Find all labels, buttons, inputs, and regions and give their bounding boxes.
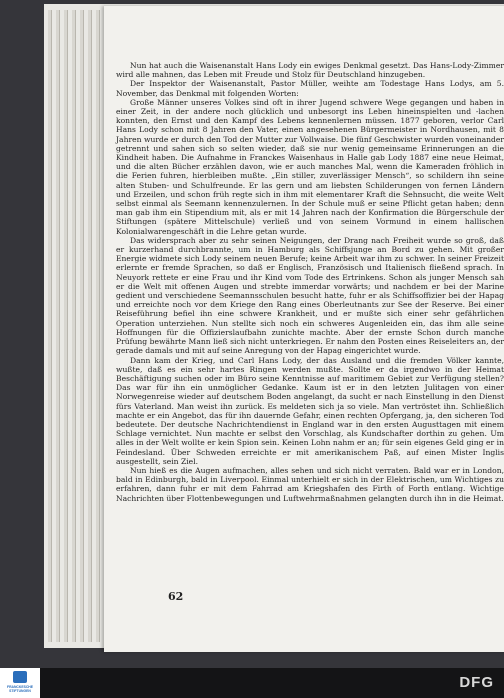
- paragraph: Große Männer unseres Volkes sind oft in ihrer Jugend schwere Wege gegangen und haben in einer Zeit, in der andere noch glücklich und unbesorgt ins Leben hineinspielten und -lachen konnten, den Ernst und den Kampf des Lebens kennenlernen müssen. 1877 geboren, verlor Carl Hans Lody schon mit 8 Jahren den Vater, einen angesehenen Bürgermeister in Nordhausen, mit 8 Jahren wurde er durch den Tod der Mutter zur Vollwaise. Die fünf Geschwister wurden voneinander getrennt und sahen sich so selten wieder, daß sie nur wenig gemeinsame Erinnerungen an die Kindheit haben. Die Aufnahme in Franckes Waisenhaus in Halle gab Lody 1887 eine neue Heimat, und die alten Bücher erzählen davon, wie er auch manches Mal, wenn die Kameraden fröhlich in die Ferien fuhren, hierbleiben mußte. „Ein stiller, zuverlässiger Mensch“, so schildern ihn seine alten Stuben- und Schulfreunde. Er las gern und am liebsten Schilderungen von fernen Ländern und Erzeilen, und schon früh regte sich in ihm mit elementarer Kraft die Sehnsucht, die weite Welt selbst einmal als Seemann kennenzulernen. In der Schule muß er seine Pflicht getan haben; denn man gab ihm ein Stipendium mit, als er mit 14 Jahren nach der Konfirmation die Bürgerschule der Stiftungen (spätere Mittelschule) verließ und von seinem Vormund in einem hallischen Kolonialwarengeschäft in die Lehre getan wurde.: [116, 97, 504, 236]
- paragraph: Nun hat auch die Waisenanstalt Hans Lody ein ewiges Denkmal gesetzt. Das Hans-Lody-Zimmer wird alle mahnen, das Leben mit Freude und Stolz für Deutschland hinzugeben.: [116, 61, 504, 80]
- paragraph: Das widersprach aber zu sehr seinen Neigungen, der Drang nach Freiheit wurde so groß, daß er kurzerhand durchbrannte, um in Hamburg als Schiffsjunge an Bord zu gehen. Mit großer Energie widmete sich Lody seinem neuen Berufe; keine Arbeit war ihm zu schwer. In seiner Freizeit erlernte er fremde Sprachen, so daß er Englisch, Französisch und Italienisch fließend sprach. In Neuyork rettete er eine Frau und ihr Kind vom Tode des Ertrinkens. Schon als junger Mensch sah er die Welt mit offenen Augen und strebte immerdar vorwärts; und nachdem er bei der Marine gedient und verschiedene Seemannsschulen besucht hatte, fuhr er als Schiffsoffizier bei der Hapag und erreichte noch vor dem Kriege den Rang eines Oberleutnants zur See der Reserve. Bei einer Reiseführung befiel ihn eine schwere Krankheit, und er mußte sich einer sehr gefährlichen Operation unterziehen. Nun stellte sich noch ein schweres Augenleiden ein, das ihm alle seine Hoffnungen für die Offizierslaufbahn zunichte machte. Aber der ernste Schon durch manche Prüfung bewährte Mann ließ sich nicht unterkriegen. Er nahm den Posten eines Reiseleiters an, der gerade damals und mit auf seine Anregung von der Hapag eingerichtet wurde.: [116, 235, 504, 356]
- page-edge: [72, 10, 76, 642]
- page-edge: [56, 10, 60, 642]
- page-edge: [88, 10, 92, 642]
- paragraph: Nun hieß es die Augen aufmachen, alles sehen und sich nicht verraten. Bald war er in London, bald in Edinburgh, bald in Liverpool. Einmal unterhielt er sich in der Elektrischen, um Wichtiges zu erfahren, dann fuhr er mit dem Fahrrad am Kriegshafen des Firth of Forth entlang. Wichtige Nachrichten über Flottenbewegungen und Luftwehrmaßnahmen gelangten durch ihn in die Heimat.: [116, 465, 504, 503]
- library-logo[interactable]: [0, 668, 40, 698]
- page-body-text: [116, 61, 504, 503]
- paragraph: Der Inspektor der Waisenanstalt, Pastor Müller, weihte am Todestage Hans Lodys, am 5. November, das Denkmal mit folgenden Worten:: [116, 79, 504, 98]
- book-page-stack: [44, 4, 504, 648]
- library-logo-icon: [13, 671, 27, 683]
- page-edge: [64, 10, 68, 642]
- page-number: 62: [168, 590, 184, 603]
- library-logo-text: FRANCKESCHE STIFTUNGEN: [7, 685, 33, 693]
- page-edge: [48, 10, 52, 642]
- page-edge: [96, 10, 100, 642]
- dfg-logo[interactable]: DFG: [459, 674, 494, 691]
- book-page: [104, 6, 504, 652]
- viewer-footer: [0, 668, 504, 698]
- page-edge: [80, 10, 84, 642]
- paragraph: Dann kam der Krieg, und Carl Hans Lody, der das Ausland und die fremden Völker kannte, wußte, daß es ein sehr hartes Ringen werden mußte. Sollte er da irgendwo in der Heimat Beschäftigung suchen oder im Büro seine Kenntnisse auf maritimem Gebiet zur Verfügung stellen? Das war für ihn ein unmöglicher Gedanke. Kaum ist er in den letzten Julitagen von einer Norwegenreise wieder auf deutschem Boden angelangt, da sucht er nach Einstellung in den Dienst fürs Vaterland. Man weist ihn zurück. Es meldeten sich ja so viele. Man vertröstet ihn. Schließlich machte er ein Angebot, das für ihn dauernde Gefahr, einen rechten Opfergang, ja, den sicheren Tod bedeutete. Der deutsche Nachrichtendienst in England war in den ersten Augusttagen mit einem Schlage vernichtet. Nun machte er selbst den Vorschlag, als Kundschafter dorthin zu gehen. Um alles in der Welt wollte er kein Spion sein. Keinen Lohn nahm er an; für sein eigenes Geld ging er in Feindesland. Über Schweden erreichte er mit amerikanischem Paß, auf einen Mister Inglis ausgestellt, sein Ziel.: [116, 355, 504, 466]
